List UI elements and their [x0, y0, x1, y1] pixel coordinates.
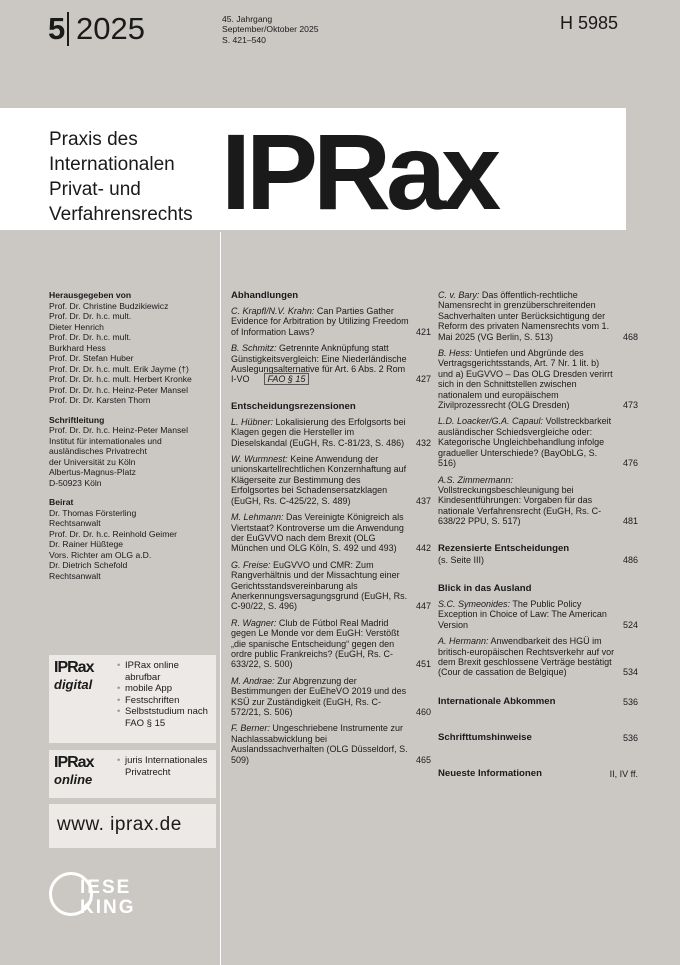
entry-page: 460: [415, 707, 431, 717]
entry-page: 524: [622, 619, 638, 630]
masthead-line: Dr. Dietrich Schefold: [49, 560, 128, 570]
entry-page: 437: [415, 495, 431, 506]
entry-title: The Public Policy Exception in Choice of Law: The American Version: [438, 598, 607, 630]
toc-section-entry[interactable]: [438, 732, 638, 744]
entry-authors: C. Krapfl/N.V. Krahn:: [231, 306, 315, 316]
entry-authors: W. Wurmnest:: [231, 454, 288, 465]
promo-logo-sub: online: [54, 772, 93, 787]
toc-entry[interactable]: [438, 290, 638, 342]
editorial-office-heading: Schriftleitung: [49, 414, 105, 425]
promo-feature-list: [117, 660, 216, 730]
entry-page: 536: [622, 697, 638, 708]
entry-page: 534: [622, 667, 638, 678]
masthead-line: Institut für internationales und: [49, 435, 162, 446]
entry-authors: L.D. Loacker/G.A. Capaul:: [438, 416, 544, 427]
editorial-office-list: [49, 425, 217, 488]
masthead-line: Prof. Dr. Dr. h.c. mult.: [49, 311, 132, 321]
promo-logo-text: IPRax: [54, 659, 94, 676]
digital-promo-box: [49, 655, 216, 743]
masthead-line: Vors. Richter am OLG a.D.: [49, 549, 152, 560]
promo-logo-text: IPRax: [54, 754, 94, 771]
issue-meta: [222, 14, 319, 45]
toc-entry[interactable]: [231, 560, 431, 612]
entry-page: 468: [622, 331, 638, 342]
meta-pages: S. 421–540: [222, 34, 266, 45]
entry-authors: B. Schmitz:: [231, 343, 277, 354]
editorial-office-section: [49, 415, 217, 489]
publisher-logo-line2: KING: [80, 897, 136, 918]
entry-title: Anwendbarkeit des HGÜ im britisch-europäischen Rechtsverkehr auf vor dem Brexit geschlossene Verträge bestätigt (Cour de cassation de Belgique): [438, 636, 615, 678]
toc-entry[interactable]: [231, 723, 431, 765]
entry-authors: M. Lehmann:: [231, 512, 284, 523]
entry-authors: R. Wagner:: [231, 617, 277, 628]
issue-divider: [67, 12, 69, 46]
promo-logo: [54, 754, 93, 788]
entry-authors: F. Berner:: [231, 723, 270, 734]
promo-feature-item: • Selbststudium nach FAO § 15: [117, 706, 216, 729]
toc-column-left: [231, 290, 431, 771]
advisory-board-heading: Beirat: [49, 497, 74, 507]
promo-feature-item: • IPRax online abrufbar: [117, 660, 216, 683]
entry-title: Vollstreckbarkeit ausländischer Schiedsvergleiche oder: Kategorische Ungleichbehandlung infolge gradueller Unterschiede? (BayObLG, S. 516): [438, 416, 612, 469]
toc-column-right: [438, 290, 638, 786]
fao-badge: FAO § 15: [264, 373, 310, 385]
entry-title: EuGVVO und CMR: Zum Rangverhältnis und der Missachtung einer Gerichtsstandsvereinbarung als Anerkennungsversagungsgrund (EuGH, Rs. C-90/22, S. 496): [231, 559, 408, 612]
masthead-line: Prof. Dr. Dr. h.c. mult. Erik Jayme (†): [49, 363, 189, 374]
online-promo-box: [49, 750, 216, 798]
journal-logo: IPRax: [221, 111, 497, 232]
entry-title: Das Vereinigte Königreich als Viertstaat? Kontroverse um die Anwendung der EuGVVO nach dem Brexit (OLG München und OLG Köln, S. 492 und 493): [231, 512, 404, 554]
entry-page: 476: [622, 458, 638, 469]
entry-page: 432: [415, 437, 431, 448]
subtitle-line: Internationalen: [49, 154, 175, 175]
toc-entry[interactable]: [231, 512, 431, 554]
toc-section-entry[interactable]: [438, 696, 638, 708]
masthead-line: Prof. Dr. Dr. h.c. mult.: [49, 332, 132, 342]
journal-subtitle: [49, 127, 229, 227]
toc-entry[interactable]: [231, 454, 431, 506]
entry-authors: C. v. Bary:: [438, 290, 480, 300]
entry-authors: M. Andrae:: [231, 675, 275, 686]
website-link[interactable]: www. iprax.de: [49, 804, 216, 848]
intl-agreements-heading: Internationale Abkommen: [438, 695, 556, 707]
publisher-logo-line1: IESE: [80, 877, 132, 898]
abroad-list: [438, 599, 638, 678]
entry-title: Lokalisierung des Erfolgsorts bei Klagen gegen die Hersteller im Dieselskandal (EuGH, Rs. C-81/23, S. 486): [231, 416, 406, 448]
reviews-list-continued: [438, 290, 638, 527]
toc-entry[interactable]: [231, 618, 431, 670]
toc-entry[interactable]: [438, 636, 638, 678]
advisory-board-list: [49, 508, 217, 582]
editors-heading: Herausgegeben von: [49, 290, 132, 300]
entry-title: Keine Anwendung der unionskartellrechtlichen Konzernhaftung auf Klägerseite zur Bestimmung des Erfolgsortes bei Schadensersatzklagen (EuGH, Rs. C-425/22, S. 489): [231, 454, 407, 506]
masthead-line: D-50923 Köln: [49, 477, 102, 488]
reviews-list: [231, 417, 431, 765]
masthead-line: Prof. Dr. Dr. h.c. Reinhold Geimer: [49, 528, 177, 539]
entry-authors: A.S. Zimmermann:: [438, 474, 514, 485]
meta-volume: 45. Jahrgang: [222, 14, 273, 24]
masthead-line: Prof. Dr. Stefan Huber: [49, 353, 134, 363]
masthead-line: ausländisches Privatrecht: [49, 446, 147, 456]
entry-page: 447: [415, 601, 431, 612]
meta-date: September/Oktober 2025: [222, 24, 319, 35]
masthead: [49, 290, 217, 590]
entry-title: Ungeschriebene Instrumente zur Nachlassabwicklung bei Auslandssachverhalten (OLG Düsseldorf, S. 509): [231, 723, 408, 765]
entry-title: Untiefen und Abgründe des Vertragsgerichtsstands, Art. 7 Nr. 1 lit. b) und a) EuGVVO – Das OLG Dresden verirrt sich in den Schnittstellen zwischen nationalem und europäischem Zivilprozessrecht (OLG Dresden): [438, 348, 613, 411]
entry-page: 473: [622, 400, 638, 411]
entry-title: Can Parties Gather Evidence for Arbitration by Utilizing Freedom of Information Laws?: [231, 306, 409, 337]
entry-title: Vollstreckungsbeschleunigung bei Kindesentführungen: Vorgaben für das nationale Verfahrensrecht (EuGH, Rs. C-638/22 PPU, S. 517): [438, 484, 602, 527]
toc-section-entry[interactable]: [438, 768, 638, 780]
entry-page: 536: [622, 733, 638, 744]
masthead-line: Prof. Dr. Dr. Karsten Thorn: [49, 395, 151, 405]
entry-title: Das öffentlich-rechtliche Namensrecht in grenzüberschreitenden Sachverhalten unter Berücksichtigung der Reform des privaten Namensrechts vom 1. Mai 2025 (VG Berlin, S. 513): [438, 290, 610, 342]
literature-heading: Schrifttumshinweise: [438, 731, 532, 743]
promo-feature-item: • juris Internationales Privatrecht: [117, 755, 216, 778]
subtitle-line: Privat- und: [49, 179, 141, 200]
reviewed-decisions-ref: (s. Seite III): [438, 554, 485, 565]
column-divider: [220, 232, 221, 965]
masthead-line: Rechtsanwalt: [49, 570, 101, 581]
masthead-line: Dr. Rainer Hüßtege: [49, 539, 124, 549]
entry-authors: L. Hübner:: [231, 416, 274, 427]
entry-authors: B. Hess:: [438, 348, 473, 359]
entry-authors: A. Hermann:: [438, 636, 489, 647]
toc-entry[interactable]: [231, 417, 431, 448]
masthead-line: Dieter Henrich: [49, 321, 104, 332]
entry-authors: G. Freise:: [231, 559, 271, 570]
masthead-line: Prof. Dr. Dr. h.c. Heinz-Peter Mansel: [49, 384, 188, 395]
entry-title: Getrennte Anknüpfung statt Günstigkeitsvergleich: Eine Niederländische Auslegungsalternative für Art. 6 Abs. 2 Rom I-VO: [231, 343, 407, 385]
promo-logo-sub: digital: [54, 677, 93, 692]
toc-entry[interactable]: [231, 306, 431, 337]
journal-code: H 5985: [560, 13, 619, 33]
advisory-board-section: [49, 497, 217, 581]
entry-page: II, IV ff.: [609, 769, 638, 780]
entry-title: Club de Fútbol Real Madrid gegen Le Monde vor dem EuGH: Verstößt „die spanische Entscheidung“ gegen den ordre public Frankreichs? (EuGH, Rs. C-633/22, S. 500): [231, 617, 400, 670]
toc-entry[interactable]: [231, 343, 431, 385]
toc-entry[interactable]: [438, 416, 638, 468]
entry-page: 481: [622, 516, 638, 527]
entry-page: 427: [415, 374, 431, 385]
masthead-line: Dr. Thomas Försterling: [49, 507, 137, 518]
articles-heading: Abhandlungen: [231, 290, 299, 301]
toc-entry[interactable]: [438, 475, 638, 527]
toc-entry[interactable]: [438, 348, 638, 410]
latest-info-heading: Neueste Informationen: [438, 767, 542, 779]
editors-section: [49, 290, 217, 406]
entry-authors: S.C. Symeonides:: [438, 598, 511, 609]
toc-entry[interactable]: [231, 676, 431, 718]
promo-feature-item: • mobile App: [117, 683, 216, 695]
issue-year: 2025: [76, 11, 145, 46]
entry-page: 421: [415, 326, 431, 337]
reviewed-decisions-heading: Rezensierte Entscheidungen: [438, 542, 570, 554]
editors-list: [49, 301, 217, 406]
masthead-line: Prof. Dr. Dr. h.c. Heinz-Peter Mansel: [49, 425, 188, 435]
masthead-line: der Universität zu Köln: [49, 456, 136, 467]
toc-entry[interactable]: [438, 599, 638, 630]
promo-feature-item: • Festschriften: [117, 695, 216, 707]
masthead-line: Albertus-Magnus-Platz: [49, 467, 136, 477]
entry-page: 465: [415, 754, 431, 765]
entry-page: 486: [622, 554, 638, 565]
toc-section-entry[interactable]: [438, 543, 638, 565]
entry-page: 442: [415, 543, 431, 554]
masthead-line: Prof. Dr. Dr. h.c. mult. Herbert Kronke: [49, 374, 192, 384]
promo-feature-list: [117, 755, 216, 778]
masthead-line: Prof. Dr. Christine Budzikiewicz: [49, 300, 169, 311]
entry-title: Zur Abgrenzung der Bestimmungen der EuEheVO 2019 und des KSÜ zur Zuständigkeit (EuGH, Rs. C-572/21, S. 506): [231, 675, 407, 717]
promo-logo: [54, 659, 93, 693]
reviews-heading: Entscheidungsrezensionen: [231, 400, 356, 412]
masthead-line: Rechtsanwalt: [49, 518, 101, 528]
issue-number: 5: [48, 11, 66, 46]
masthead-line: Burkhard Hess: [49, 342, 106, 353]
subtitle-line: Praxis des: [49, 129, 138, 150]
abroad-heading: Blick in das Ausland: [438, 582, 532, 594]
entry-page: 451: [415, 659, 431, 670]
subtitle-line: Verfahrensrechts: [49, 204, 193, 225]
